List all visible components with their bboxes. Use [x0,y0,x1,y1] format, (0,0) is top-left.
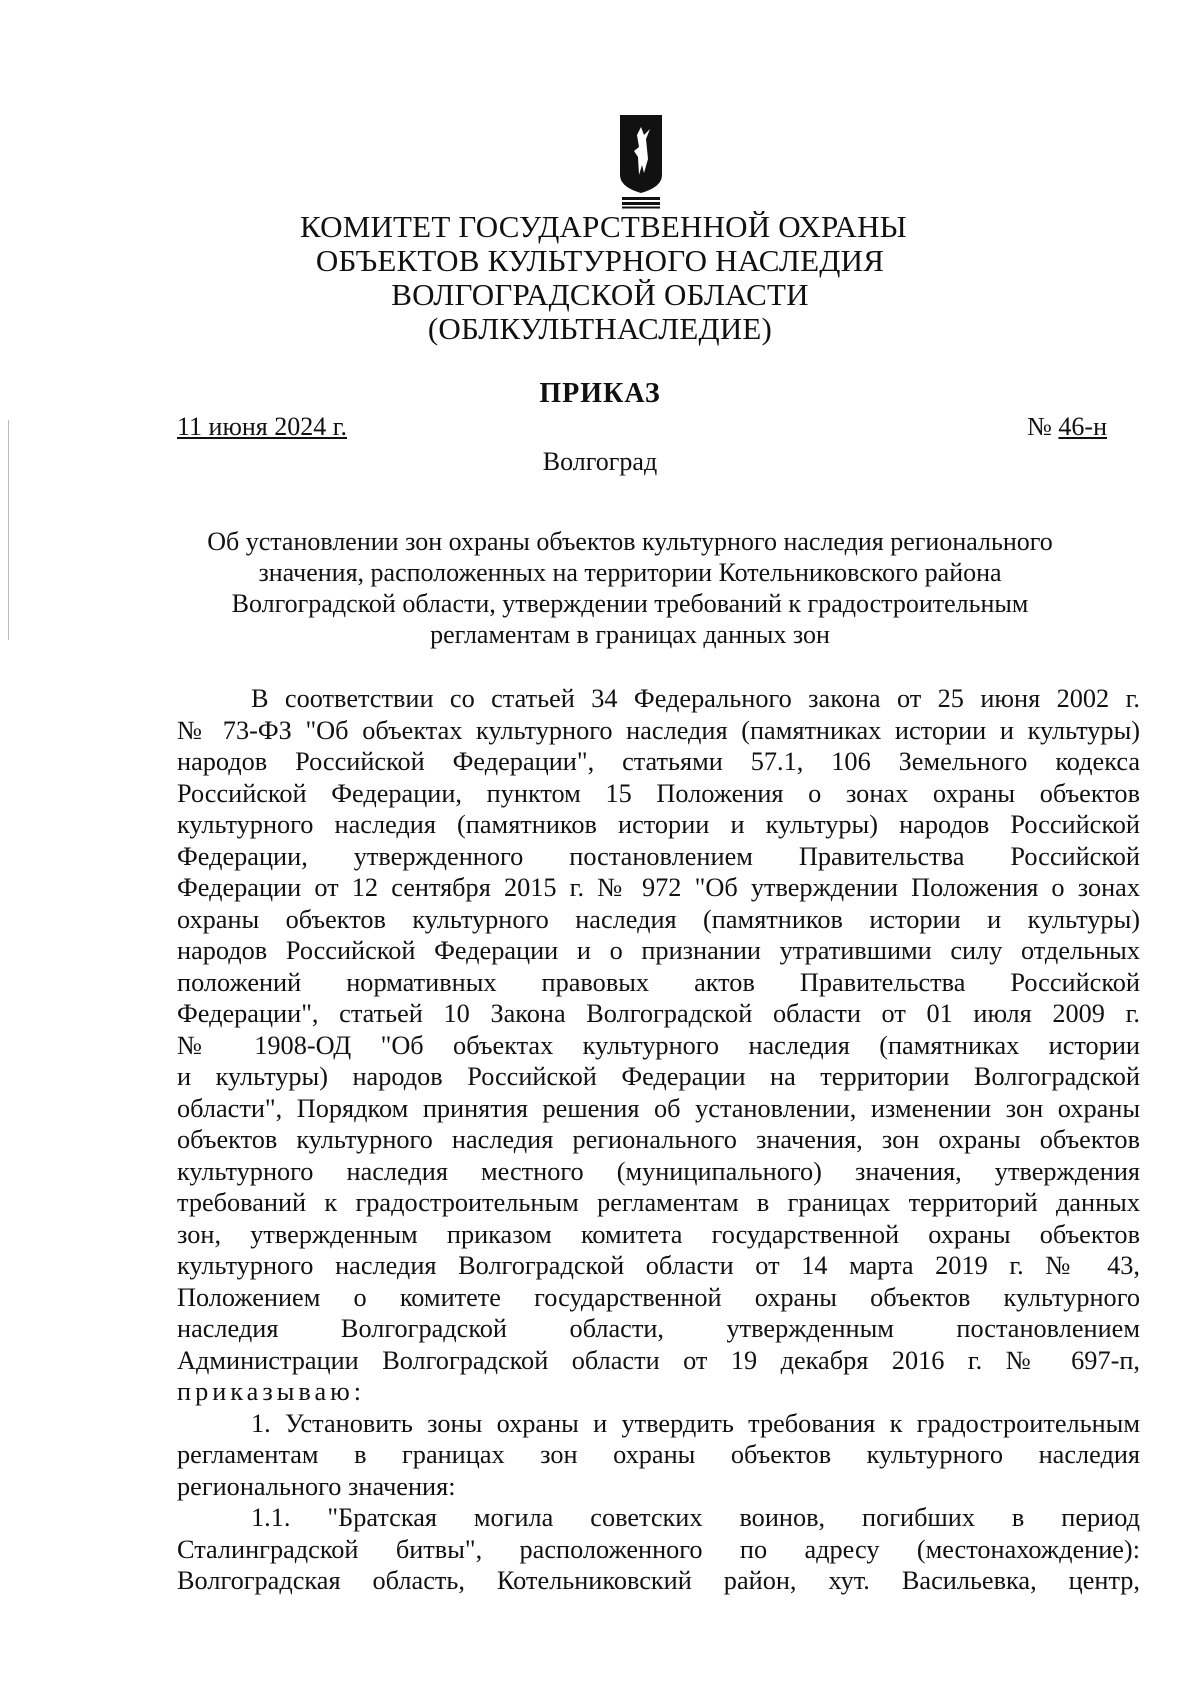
body-line: Администрации Волгоградской области от 19 декабря 2016 г. № 697-п, [177,1345,1140,1375]
item-1-1-line: 1.1. "Братская могила советских воинов, погибших в период [251,1503,1140,1532]
order-date: 11 июня 2024 г. [177,412,347,441]
org-line: (ОБЛКУЛЬТНАСЛЕДИЕ) [427,311,773,346]
order-subject [160,526,1100,650]
subject-line: значения, расположенных на территории Котельниковского района [258,558,1002,587]
body-line: культурного наследия Волгоградской области от 14 марта 2019 г. № 43, [177,1251,1140,1280]
body-line: Положением о комитете государственной охраны объектов культурного [177,1282,1140,1312]
subject-line: Об установлении зон охраны объектов культурного наследия регионального [207,527,1053,556]
order-body [177,683,1140,1597]
number-value: 46-н [1058,412,1107,441]
body-line: Федерации от 12 сентября 2015 г. № 972 "Об утверждении Положения о зонах [177,873,1140,902]
org-line: ВОЛГОГРАДСКОЙ ОБЛАСТИ [391,277,809,312]
body-line: культурного наследия (памятников истории и культуры) народов Российской [177,810,1140,839]
body-line: объектов культурного наследия регионального значения, зон охраны объектов [177,1125,1140,1154]
body-line: требований к градостроительным регламентам в границах территорий данных [177,1188,1140,1217]
item-1-1-line: Сталинградской битвы", расположенного по адресу (местонахождение): [177,1534,1140,1564]
body-line: культурного наследия местного (муниципального) значения, утверждения [177,1156,1140,1186]
item-1-line: регионального значения: [177,1471,456,1501]
body-line: народов Российской Федерации", статьями 57.1, 106 Земельного кодекса [177,747,1140,776]
body-line: № 1908-ОД "Об объектах культурного наследия (памятниках истории [177,1030,1140,1060]
subject-line: Волгоградской области, утверждении требований к градостроительным [231,589,1029,618]
number-prefix: № [1027,412,1059,441]
organization-name [300,209,907,346]
document-type-title: ПРИКАЗ [539,378,661,409]
item-1-1-line: Волгоградская область, Котельниковский район, хут. Васильевка, центр, [177,1566,1140,1595]
city-name: Волгоград [542,447,658,476]
item-1-line: 1. Установить зоны охраны и утвердить требования к градостроительным [251,1408,1140,1438]
body-line: Федерации", статьей 10 Закона Волгоградской области от 01 июля 2009 г. [177,999,1140,1028]
coat-of-arms-icon [618,113,664,209]
body-line: охраны объектов культурного наследия (памятников истории и культуры) [177,904,1140,934]
subject-line: регламентам в границах данных зон [430,620,830,649]
org-line: КОМИТЕТ ГОСУДАРСТВЕННОЙ ОХРАНЫ [300,209,907,244]
body-line: Федерации, утвержденного постановлением Правительства Российской [177,841,1140,871]
body-line: области", Порядком принятия решения об установлении, изменении зон охраны [177,1093,1140,1123]
body-line: В соответствии со статьей 34 Федерального закона от 25 июня 2002 г. [251,684,1140,713]
org-line: ОБЪЕКТОВ КУЛЬТУРНОГО НАСЛЕДИЯ [315,243,885,278]
item-1-line: регламентам в границах зон охраны объектов культурного наследия [177,1440,1140,1469]
body-line-decree: приказываю: [177,1377,366,1406]
body-line: положений нормативных правовых актов Правительства Российской [177,967,1140,997]
body-line: и культуры) народов Российской Федерации на территории Волгоградской [177,1062,1140,1091]
order-number [1027,412,1107,442]
body-line: народов Российской Федерации и о признании утратившими силу отдельных [177,936,1140,965]
body-line: № 73-ФЗ "Об объектах культурного наследия (памятниках истории и культуры) [177,715,1140,745]
body-line: наследия Волгоградской области, утвержденным постановлением [177,1314,1140,1343]
body-line: Российской Федерации, пунктом 15 Положения о зонах охраны объектов [177,778,1140,808]
body-line: зон, утвержденным приказом комитета государственной охраны объектов [177,1219,1140,1249]
